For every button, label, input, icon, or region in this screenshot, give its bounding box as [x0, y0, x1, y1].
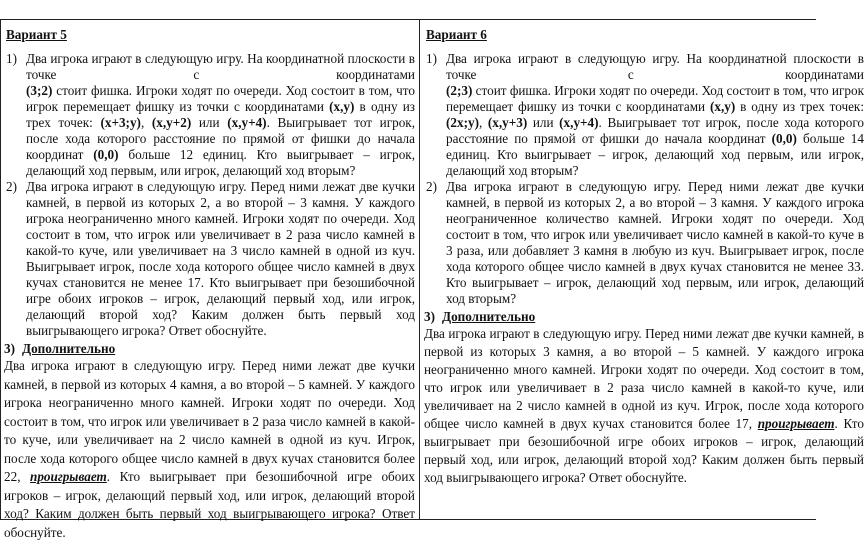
xy-coordinate: (x,y) — [710, 99, 736, 114]
task-number: 1) — [6, 51, 17, 66]
variant-5-task-2 — [4, 179, 415, 339]
origin-coordinate: (0,0) — [771, 131, 797, 146]
task-number: 1) — [426, 51, 437, 66]
variant-5-task-1 — [4, 51, 415, 179]
variant-6-task-2 — [424, 179, 864, 307]
variant-5-column — [4, 24, 416, 540]
origin-coordinate: (0,0) — [93, 147, 119, 162]
additional-label: Дополнительно — [22, 341, 116, 356]
move-option-2: (x,y+3) — [487, 115, 528, 130]
task-number: 2) — [426, 179, 437, 194]
task-1-line-2: точке с координатами — [26, 67, 415, 82]
move-option-3: (x,y+4) — [559, 115, 599, 130]
xy-coordinate: (x,y) — [329, 99, 355, 114]
task-1-body: (2;3) стоит фишка. Игроки ходят по очереди. Ход состоит в том, что игрок перемещает фишку из точки с координатами (x,y) в одну из трех точек: (2x;y), (x,y+3) или (x,y+4). Выигрывает тот игрок, после хода которого расстояние по прямой от фишки до начала координат (0,0) больше 14 единиц. Кто выигрывает – игрок, делающий ход первым, или игрок, делающий ход вторым? — [446, 83, 864, 178]
table-border-middle — [419, 19, 420, 519]
move-option-1: (2x;y) — [446, 115, 479, 130]
task-1-line-1: Два игрока играют в следующую игру. На координатной плоскости в — [26, 51, 415, 66]
task-number: 3) — [424, 309, 435, 324]
loses-keyword: проигрывает — [757, 416, 835, 431]
variant-6-task-3-text: Два игрока играют в следующую игру. Перед ними лежат две кучки камней, в первой из которых 3 камня, а во второй – 5 камней. У каждого игрока неограниченно много камней. Игроки ходят по очереди. Ход состоит в том, что игрок или увеличивает в 2 раза число камней в какой-то куче, или увеличивает на 2 число камней в одной из куч. Игрок, после хода которого общее число камней в двух кучах становится более 17, проигрывает. Кто выигрывает при безошибочной игре обоих игроков – игрок, делающий первый ход, или игрок, делающий второй ход? Каким должен быть первый ход выигрывающего игрока? Ответ обоснуйте. — [424, 326, 864, 485]
task-2-text: Два игрока играют в следующую игру. Перед ними лежат две кучки камней, в первой из которых 2, а во второй – 3 камня. У каждого игрока неограниченно много камней. Игроки ходят по очереди. Ход состоит в том, что игрок или увеличивает в 2 раза число камней в какой-то куче, или увеличивает на 3 число камней в одной из куч. Выигрывает игрок, после хода которого общее число камней в двух кучах становится не менее 17. Кто выигрывает при безошибочной игре обоих игроков – игрок, делающий первый ход, или игрок, делающий второй ход? Каким должен быть первый ход выигрывающего игрока? Ответ обоснуйте. — [26, 179, 415, 338]
variant-5-task-3-text: Два игрока играют в следующую игру. Перед ними лежат две кучки камней, в первой из которых 4 камня, а во второй – 5 камней. У каждого игрока неограниченно много камней. Игроки ходят по очереди. Ход состоит в том, что игрок или увеличивает в 2 раза число камней в какой-то куче, или увеличивает на 2 число камней в одной из куч. Игрок, после хода которого общее число камней в двух кучах становится более 22, проигрывает. Кто выигрывает при безошибочной игре обоих игроков – игрок, делающий первый ход, или игрок, делающий второй ход? Каким должен быть первый ход выигрывающего игрока? Ответ обоснуйте. — [4, 358, 416, 540]
additional-label: Дополнительно — [442, 309, 536, 324]
task-1-line-1: Два игрока играют в следующую игру. На координатной плоскости в — [446, 51, 864, 66]
task-2-text: Два игрока играют в следующую игру. Перед ними лежат две кучки камней, в первой из которых 2, а во второй – 3 камня. У каждого игрока неограниченное количество камней. Игроки ходят по очереди. Ход состоит в том, что игрок или увеличивает число камней в какой-то куче в 3 раза, или добавляет 3 камня в любую из куч. Выигрывает игрок, после хода которого общее число камней в двух кучах становится не менее 33. Кто выигрывает – игрок, делающий ход первым, или игрок, делающий ход вторым? — [446, 179, 864, 306]
task-1-body: (3;2) стоит фишка. Игроки ходят по очереди. Ход состоит в том, что игрок перемещает фишку из точки с координатами (x,y) в одну из трех точек: (x+3;y), (x,y+2) или (x,y+4). Выигрывает тот игрок, после хода которого расстояние по прямой от фишки до начала координат (0,0) больше 12 единиц. Кто выигрывает – игрок, делающий ход первым, или игрок, делающий ход вторым? — [26, 83, 415, 178]
variant-5-heading: Вариант 5 — [6, 27, 67, 42]
task-number: 3) — [4, 341, 15, 356]
loses-keyword: проигрывает — [29, 469, 107, 484]
move-option-2: (x,y+2) — [151, 115, 192, 130]
table-border-top — [0, 19, 816, 20]
start-coordinate: (2;3) — [446, 83, 473, 98]
variant-6-task-1 — [424, 51, 864, 179]
task-number: 2) — [6, 179, 17, 194]
table-border-left — [0, 19, 1, 519]
variant-6-heading: Вариант 6 — [426, 27, 487, 42]
variant-5-task-3-label — [4, 341, 415, 357]
variant-6-task-3-label — [424, 309, 864, 325]
task-1-line-2: точке с координатами — [446, 67, 864, 82]
move-option-1: (x+3;y) — [100, 115, 141, 130]
variant-6-column — [424, 24, 864, 519]
start-coordinate: (3;2) — [26, 83, 53, 98]
move-option-3: (x,y+4) — [227, 115, 267, 130]
